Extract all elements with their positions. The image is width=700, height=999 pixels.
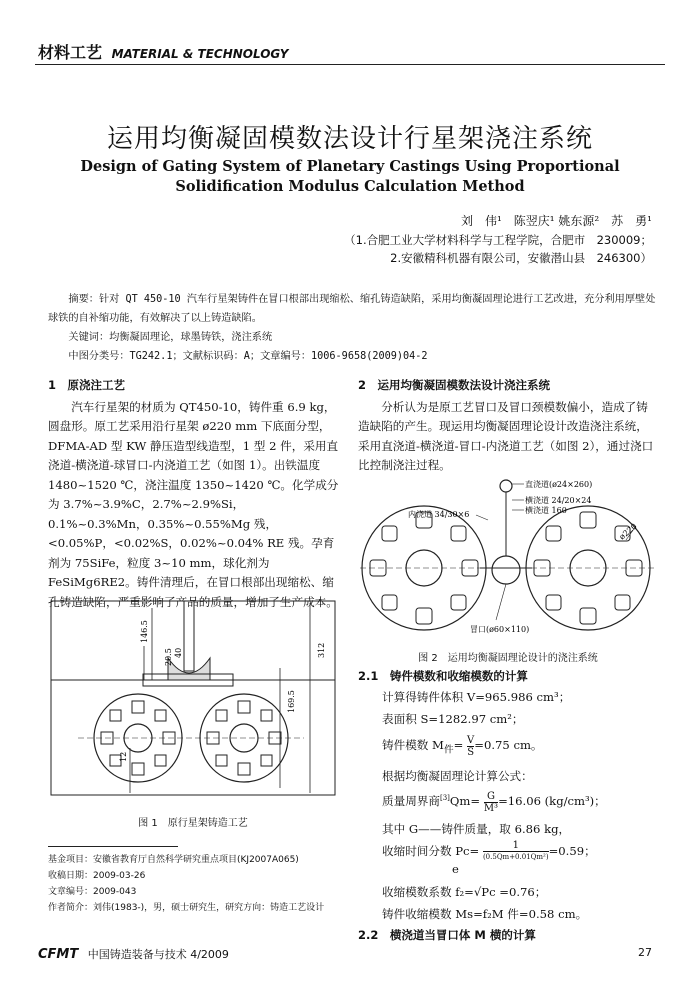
title-english-line2: Solidification Modulus Calculation Method [175,178,525,195]
eq-modulus-den: S [467,746,475,758]
eq-pc-num: 1 [483,840,549,852]
affiliation-2: 2.安徽精科机器有限公司，安徽潜山县 246300） [390,251,652,265]
subsection-2-2-heading: 2.2 横浇道当冒口体 M 横的计算 [358,928,536,943]
footnotes [48,852,338,916]
section-1-heading: 1 原浇注工艺 [48,378,126,392]
subsection-2-1-heading: 2.1 铸件模数和收缩模数的计算 [358,669,528,683]
keywords: 关键词：均衡凝固理论，球墨铸铁，浇注系统 [68,332,273,343]
eq-pc [382,840,658,864]
eq-qm-fraction [484,791,498,814]
eq-pc-den: (0.5Qm+0.01Qm²) [482,853,549,862]
right-column [358,376,658,476]
fig1-dim-312: 312 [317,642,326,658]
fig2-label-runner-1: 横浇道 24/20×24 [525,496,592,505]
eq-modulus-equals: = [453,738,464,752]
eq-qm-label: 质量周界商 [382,794,440,809]
left-column [48,376,340,612]
footnote-divider [48,846,178,847]
eq-modulus-num: V [467,734,475,746]
footnote-article-no: 文章编号：2009-043 [48,887,137,897]
journal-issue: 中国铸造装备与技术 4/2009 [87,948,229,961]
footnote-author-bio: 作者简介：刘伟(1983-)，男，硕士研究生，研究方向：铸造工艺设计 [48,903,325,913]
header-divider [35,64,665,65]
title-english-line1: Design of Gating System of Planetary Castings Using Proportional [80,158,620,175]
journal-logo: CFMT [38,947,79,962]
fig1-dim-12: 12 [119,751,128,762]
fig2-label-riser: 冒口(ø60×110) [470,625,530,634]
figure-2-drawing [356,470,660,638]
fig2-label-ingate: 内浇道 34/30×6 [408,510,470,519]
eq-casting-modulus [382,734,658,761]
title-chinese: 运用均衡凝固模数法设计行星架浇注系统 [106,124,593,154]
eq-pc-fraction [483,840,549,863]
section-2-body: 分析认为是原工艺冒口及冒口颈模数偏小，造成了铸造缺陷的产生。现运用均衡凝固理论设计改造浇注系统，采用直浇道-横浇道-冒口-内浇道工艺（如图 2），通过浇口比控制浇注过程。 [358,399,654,472]
page-footer [38,946,229,962]
footnote-received: 收稿日期：2009-03-26 [48,871,146,881]
eq-f2: 收缩模数系数 f₂=√Pc =0.76； [382,885,547,900]
section-label-en: MATERIAL & TECHNOLOGY [111,47,289,61]
abstract-text: 摘要：针对 QT 450-10 汽车行星架铸件在冒口根部出现缩松、缩孔铸造缺陷，采用均衡凝固理论进行工艺改进，充分利用厚壁处球铁的自补缩功能，有效解决了以上铸造缺陷。 [48,294,656,324]
eq-g-definition: 其中 G——铸件质量，取 6.86 kg， [382,821,571,836]
eq-formula-intro: 根据均衡凝固理论计算公式： [382,769,533,784]
abstract-block [48,290,658,366]
fig1-dim-146-5: 146.5 [140,620,149,643]
fig1-dim-40: 40 [174,647,183,658]
authors: 刘 伟¹ 陈翌庆¹ 姚东源² 苏 勇¹ [460,214,652,228]
eq-qm [382,787,658,813]
eq-modulus-sub: 件 [443,744,454,756]
affiliation-1: （1.合肥工业大学材料科学与工程学院，合肥市 230009； [344,233,652,247]
eq-pc-e: e [452,862,459,877]
eq-qm-ref: [3] [439,794,450,803]
eq-pc-value: =0.59； [548,843,596,858]
eq-modulus-value: =0.75 cm。 [474,738,543,752]
eq-qm-value: =16.06 (kg/cm³)； [498,794,606,809]
eq-pc-label: 收缩时间分数 Pc= [382,843,480,858]
eq-qm-den: M³ [483,802,499,814]
page-number: 27 [638,946,652,959]
eq-modulus-label: 铸件模数 M [382,738,444,752]
section-2-heading: 2 运用均衡凝固模数法设计浇注系统 [358,378,550,392]
eq-ms: 铸件收缩模数 Ms=f₂M 件=0.58 cm。 [382,907,588,922]
subsection-2-1 [358,668,658,945]
eq-qm-num: G [484,791,498,803]
section-1-body: 汽车行星架的材质为 QT450-10，铸件重 6.9 kg，圆盘形。原工艺采用沿行星架 ø220 mm 下底面分型，DFMA-AD 型 KW 静压造型线造型，1 型 2 件，采用直浇道-横浇道-球冒口-内浇道工艺（如图 1）。出铁温度 1480~1520 ℃，浇注温度 1350~1420 ℃。化学成分为 3.7%~3.9%C，2.7%~2.9%Si，0.1%~0.3%Mn，0.35%~0.55%Mg 残，<0.05%P，<0.02%S，0.02%~0.04% RE 残。孕育剂为 75SiFe，粒度 3~10 mm，球化剂为 FeSiMg6RE2。铸件清理后，在冒口根部出现缩松、缩孔铸造缺陷，严重影响了产品的质量，增加了生产成本。 [48,399,339,609]
section-label-cn: 材料工艺 [38,43,103,62]
eq-area: 表面积 S=1282.97 cm²； [382,712,524,726]
equations [358,686,658,925]
fig2-label-sprue: 直浇道(ø24×260) [525,480,593,489]
fig1-dim-20-5: 20.5 [164,648,173,666]
figure-1-caption: 图 1 原行星架铸造工艺 [138,818,248,829]
classification: 中图分类号：TG242.1；文献标识码：A；文章编号：1006-9658(2009)04-2 [68,351,428,362]
fig2-label-diameter: ø220 [617,521,639,542]
fig1-dim-169-5: 169.5 [287,690,296,713]
eq-volume: 计算得铸件体积 V=965.986 cm³； [382,690,571,704]
figure-1-drawing [48,598,338,798]
fig2-label-runner-2: 横浇道 160 [525,506,567,515]
footnote-fund: 基金项目：安徽省教育厅自然科学研究重点项目(KJ2007A065) [48,855,299,865]
eq-qm-symbol: Qm= [449,794,481,809]
journal-section-header [38,40,288,63]
figure-2-caption: 图 2 运用均衡凝固理论设计的浇注系统 [418,653,598,664]
